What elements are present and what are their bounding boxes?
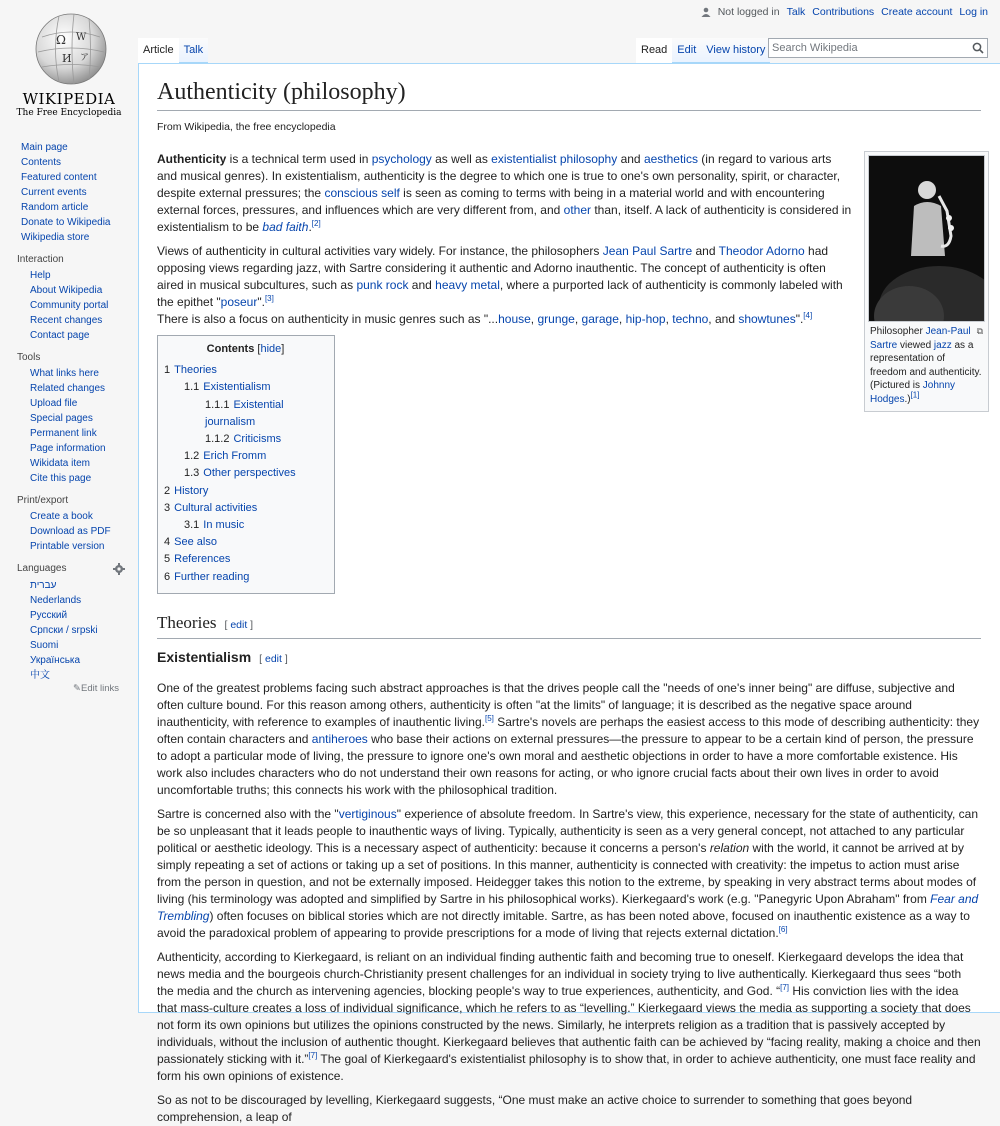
logo-tagline: The Free Encyclopedia	[16, 108, 122, 118]
toc-link: Other perspectives	[203, 467, 296, 480]
caption-link-hodges[interactable]: Johnny Hodges	[870, 380, 956, 405]
tab-edit-label: Edit	[677, 44, 697, 56]
text: and	[692, 244, 719, 258]
link-antiheroes[interactable]: antiheroes	[311, 731, 368, 746]
tab-article-label: Article	[143, 44, 174, 56]
sidebar-interaction-item	[30, 328, 138, 343]
log-in-link[interactable]: Log in	[959, 6, 988, 18]
bold-term: Authenticity	[157, 152, 227, 166]
citation-link[interactable]: [3]	[264, 294, 274, 303]
body-paragraph-4	[157, 1092, 981, 1126]
search-placeholder: Search Wikipedia	[772, 42, 858, 54]
not-logged-in-text: Not logged in	[717, 6, 780, 18]
tools-portal	[17, 352, 138, 486]
text: ,	[530, 312, 538, 326]
sidebar	[0, 140, 138, 703]
link-adorno[interactable]: Theodor Adorno	[718, 244, 805, 258]
toc-link: See also	[174, 536, 217, 549]
sidebar-nav-link[interactable]: Contents	[21, 157, 62, 168]
sidebar-nav-item	[21, 200, 138, 215]
tab-edit[interactable]	[672, 38, 701, 63]
text: as well as	[431, 152, 492, 166]
infobox-thumbnail	[864, 151, 989, 412]
page-title: Authenticity (philosophy)	[157, 78, 981, 111]
sidebar-tools-link[interactable]: Permanent link	[30, 428, 97, 439]
sidebar-print-item	[30, 524, 138, 539]
edit-label: edit	[265, 652, 282, 665]
toc-item[interactable]	[164, 379, 327, 396]
toc-link: Further reading	[174, 570, 250, 583]
toc-link: Existential journalism	[205, 398, 284, 428]
toc-link: Criticisms	[233, 433, 282, 446]
text: His conviction lies with the idea that mass-culture creates a loss of individual significance, which he refers to as “levelling.” Kierkegaard views the media as supporting a society that does not form its own opinions but utilizes the opinions constructed by the news. Similarly, he interprets religion as a tradition that is passively accepted by individuals, without the inclusion of authentic thought. Kierkegaard believes that authentic faith can be achieved by “facing reality, making a choice and then passionately sticking with it.”	[157, 983, 981, 1066]
sidebar-tools-item	[30, 471, 138, 486]
section-heading-theories	[157, 612, 981, 639]
sidebar-tools-item	[30, 411, 138, 426]
text: than, itself. A lack of authenticity is considered in existentialism to be	[157, 203, 852, 234]
text: and	[408, 278, 436, 292]
svg-text:И: И	[62, 52, 72, 65]
sidebar-tools-link[interactable]: Upload file	[30, 398, 78, 409]
sidebar-language-link[interactable]: Српски / srpski	[30, 625, 98, 636]
toc-link: Erich Fromm	[203, 450, 267, 463]
citation-link[interactable]: [5]	[484, 713, 494, 723]
text: , and	[708, 312, 739, 326]
toc-number: 6	[164, 570, 171, 583]
edit-links-link[interactable]	[17, 683, 138, 694]
text: ,	[665, 312, 673, 326]
text: is seen as coming to terms with being in a material world and with encountering external forces, pressures, and influences which are very different from, and	[157, 186, 825, 217]
toc-item[interactable]	[164, 534, 327, 551]
navigation-portal	[17, 140, 138, 245]
sidebar-language-item	[30, 578, 138, 593]
link-techno[interactable]: techno	[672, 312, 709, 326]
link-house[interactable]: house	[498, 312, 531, 326]
contributions-link[interactable]: Contributions	[812, 6, 875, 18]
tab-read[interactable]	[636, 38, 672, 63]
toc-list	[164, 362, 327, 586]
toc-number: 1.1	[184, 381, 200, 394]
toc-link: Theories	[174, 364, 217, 377]
text: One of the greatest problems facing such abstract approaches is that the drives people call the "needs of one's inner being" are diffuse, subjective and often culture bound. For this reason among others, authenticity is often "at the limits" of language; it is described as the negative space around inauthenticity, with reference to examples of inauthentic living.	[157, 680, 955, 729]
link-sartre[interactable]: Jean Paul Sartre	[602, 244, 693, 258]
sidebar-nav-item	[21, 155, 138, 170]
toc-number: 3	[164, 501, 171, 514]
lead-paragraph-2	[157, 243, 981, 328]
sidebar-language-link[interactable]: 中文	[30, 670, 50, 681]
pencil-icon: ✎	[73, 683, 81, 694]
article-content	[138, 63, 1000, 1124]
interaction-list	[17, 268, 138, 343]
link-punk-rock[interactable]: punk rock	[356, 278, 409, 292]
toc-number: 1	[164, 364, 171, 377]
logo-wordmark: WIKIPEDIA	[22, 90, 116, 108]
sidebar-nav-link[interactable]: Random article	[21, 202, 89, 213]
sidebar-language-item	[30, 653, 138, 668]
svg-text:Ω: Ω	[56, 33, 66, 47]
magnify-icon[interactable]: ⧉	[976, 326, 983, 336]
sidebar-nav-link[interactable]: Main page	[21, 142, 68, 153]
text: with the world, it cannot be arrived at by simply repeating a set of actions or taking up a set of positions. In this manner, authenticity is connected with creativity: the impetus to action must arise from the person in question, and not be externally imposed. Heidegger takes this notion to the extreme, by speaking in very abstract terms about modes of living (his terminology was adopted and simplified by Sartre in his philosophical works). Kierkegaard's work (e.g. "Panegyric Upon Abraham" from	[157, 840, 977, 906]
toc-item[interactable]	[164, 551, 327, 568]
sidebar-nav-link[interactable]: Wikipedia store	[21, 232, 90, 243]
citation-link[interactable]: [1]	[910, 390, 920, 400]
languages-heading: Languages	[17, 563, 67, 574]
lead-paragraph-1	[157, 151, 981, 236]
sidebar-print-link[interactable]: Create a book	[30, 511, 93, 522]
search-icon[interactable]	[972, 42, 984, 54]
tab-view-history[interactable]	[701, 38, 770, 63]
caption-text: as a representation of freedom and authenticity. (Pictured is	[870, 339, 982, 391]
body-paragraph-3	[157, 949, 981, 1085]
sidebar-interaction-link[interactable]: Contact page	[30, 330, 90, 341]
puzzle-globe-icon	[34, 12, 108, 86]
link-vertiginous[interactable]: vertiginous	[338, 806, 397, 821]
toc-title: Contents	[206, 343, 255, 355]
link-self[interactable]: self	[381, 186, 400, 200]
interaction-portal	[17, 254, 138, 343]
link-conscious[interactable]: conscious	[324, 186, 378, 200]
link-garage[interactable]: garage	[581, 312, 619, 326]
sidebar-interaction-link[interactable]: Community portal	[30, 300, 109, 311]
sidebar-interaction-item	[30, 313, 138, 328]
toc-item[interactable]	[164, 569, 327, 586]
sidebar-print-link[interactable]: Printable version	[30, 541, 105, 552]
text: had opposing views regarding jazz, with Sartre considering it authentic and Adorno inauthentic. The concept of authenticity is often aired in musical subcultures, such as	[157, 244, 829, 292]
toc-link: Cultural activities	[174, 501, 258, 514]
sidebar-nav-link[interactable]: Featured content	[21, 172, 97, 183]
sidebar-interaction-item	[30, 283, 138, 298]
link-fear-and-trembling[interactable]: Fear and Trembling	[157, 891, 979, 923]
link-grunge[interactable]: grunge	[537, 312, 575, 326]
print-list	[17, 509, 138, 554]
tab-read-label: Read	[641, 44, 668, 56]
toc-number: 2	[164, 484, 171, 497]
table-of-contents	[157, 335, 335, 594]
section-heading-existentialism	[157, 649, 981, 670]
toc-item[interactable]	[164, 500, 327, 517]
sidebar-language-item	[30, 608, 138, 623]
edit-section-link[interactable]: [ edit ]	[224, 618, 254, 631]
text: ,	[618, 312, 626, 326]
svg-text:W: W	[76, 32, 87, 43]
toc-number: 1.1.1	[205, 398, 230, 411]
languages-list	[17, 578, 138, 683]
italic-text: relation	[709, 840, 750, 855]
toc-number: 1.1.2	[205, 433, 230, 446]
create-account-link[interactable]: Create account	[881, 6, 953, 18]
toc-item[interactable]	[164, 483, 327, 500]
link-showtunes[interactable]: showtunes	[738, 312, 796, 326]
citation-link[interactable]: [2]	[311, 219, 321, 228]
wikipedia-logo[interactable]	[0, 0, 138, 124]
sidebar-nav-item	[21, 140, 138, 155]
text: Sartre's novels are perhaps the easiest access to this mode of describing authenticity: they often contain characters and	[157, 714, 980, 746]
svg-text:ア: ア	[80, 53, 90, 63]
text: , where a purported lack of authenticity is commonly labeled with the epithet "	[157, 278, 843, 309]
languages-portal	[17, 563, 138, 694]
text: There is also a focus on authenticity in music genres such as "...	[157, 312, 499, 326]
toc-hide-toggle[interactable]: [hide]	[257, 343, 285, 355]
edit-section-link[interactable]: [ edit ]	[259, 652, 288, 665]
toc-link: Existentialism	[203, 381, 271, 394]
sidebar-interaction-link[interactable]: About Wikipedia	[30, 285, 103, 296]
text: So as not to be discouraged by levelling, Kierkegaard suggests, “One must make an active choice to surrender to something that goes beyond comprehension, a leap of	[157, 1092, 913, 1124]
saxophonist-photo[interactable]	[868, 155, 985, 322]
talk-link[interactable]: Talk	[786, 6, 806, 18]
caption-text: viewed	[897, 339, 934, 351]
thumbnail-caption	[868, 322, 985, 408]
site-subtitle: From Wikipedia, the free encyclopedia	[157, 121, 336, 133]
caption-text: .)	[904, 393, 911, 405]
print-portal	[17, 495, 138, 554]
toc-item[interactable]	[164, 397, 327, 431]
personal-tools	[701, 6, 988, 18]
toc-number: 5	[164, 553, 171, 566]
link-bad-faith[interactable]: bad faith	[262, 220, 309, 234]
text: (in regard to various arts and musical genres). In existentialism, authenticity is the degree to which one is true to one's own personality, spirit, or character, despite external pressures; the	[157, 152, 841, 200]
sidebar-tools-link[interactable]: Wikidata item	[30, 458, 91, 469]
toc-item[interactable]	[164, 431, 327, 448]
sidebar-language-item	[30, 593, 138, 608]
text: ,	[574, 312, 582, 326]
sidebar-nav-item	[21, 185, 138, 200]
sidebar-language-item	[30, 623, 138, 638]
toc-number: 1.3	[184, 467, 200, 480]
sidebar-language-link[interactable]: Українська	[30, 655, 81, 666]
interaction-heading: Interaction	[17, 254, 64, 265]
citation-link[interactable]: [7]	[308, 1050, 318, 1060]
text: " experience of absolute freedom. In Sartre's view, this experience, necessary for the state of authenticity, can be so unpleasant that it leads people to inauthentic ways of living. Typically, authenticity is seen as a very general concept, not attached to any particular political or aesthetic ideology. This is a necessary aspect of authenticity: because it concerns a person's	[157, 806, 979, 855]
sidebar-tools-item	[30, 456, 138, 471]
citation-link[interactable]: [7]	[780, 982, 790, 992]
sidebar-tools-item	[30, 381, 138, 396]
toc-link: References	[174, 553, 231, 566]
toc-link: History	[174, 484, 209, 497]
caption-link-jazz[interactable]: jazz	[933, 339, 952, 351]
view-tabs	[636, 38, 770, 63]
sidebar-tools-link[interactable]: Related changes	[30, 383, 106, 394]
sidebar-interaction-item	[30, 298, 138, 313]
sidebar-tools-item	[30, 366, 138, 381]
sidebar-tools-item	[30, 441, 138, 456]
toc-link: In music	[203, 519, 245, 532]
toc-number: 3.1	[184, 519, 200, 532]
sidebar-nav-item	[21, 215, 138, 230]
text: The goal of Kierkegaard's existentialist philosophy is to show that, in order to achieve authenticity, one must face reality and form his own opinions of existence.	[157, 1051, 976, 1083]
sidebar-language-link[interactable]: Русский	[30, 610, 68, 621]
sidebar-language-link[interactable]: Nederlands	[30, 595, 82, 606]
text: ".	[795, 312, 804, 326]
toc-item[interactable]	[164, 465, 327, 482]
tab-view-history-label: View history	[706, 44, 766, 56]
text: and	[617, 152, 644, 166]
edit-links-label: Edit links	[80, 683, 119, 694]
section-title: Theories	[157, 612, 217, 632]
tools-list	[17, 366, 138, 486]
text: ".	[257, 295, 265, 309]
sidebar-nav-link[interactable]: Current events	[21, 187, 87, 198]
sidebar-interaction-item	[30, 268, 138, 283]
sidebar-tools-link[interactable]: Page information	[30, 443, 106, 454]
gear-icon[interactable]	[113, 563, 125, 575]
citation-link[interactable]: [4]	[803, 311, 813, 320]
caption-link-sartre[interactable]: Jean-Paul Sartre	[870, 326, 971, 351]
sidebar-language-link[interactable]: Suomi	[30, 640, 59, 651]
text: Authenticity, according to Kierkegaard, is reliant on an individual finding authentic faith and becoming true to oneself. Kierkegaard develops the idea that news media and the bourgeois church-Christianity present challenges for an individual in society trying to live authentically. Kierkegaard thus sees “both the media and the church as intervening agencies, blocking people's way to true experiences, authenticity, and God. “	[157, 949, 964, 998]
toc-number: 4	[164, 536, 171, 549]
link-heavy-metal[interactable]: heavy metal	[435, 278, 500, 292]
sidebar-language-item	[30, 668, 138, 683]
sidebar-tools-link[interactable]: What links here	[30, 368, 99, 379]
text: Sartre is concerned also with the "	[157, 806, 339, 821]
text: ) often focuses on biblical stories which are not directly imitable. Sartre, as has been noted above, focused on inauthentic existence as a way to avoid the paradoxical problem of appearing to provide prescriptions for a mode of living that rejects external dictation.	[157, 908, 970, 940]
link-aesthetics[interactable]: aesthetics	[643, 152, 698, 166]
text: is a technical term used in	[226, 152, 372, 166]
sidebar-nav-link[interactable]: Donate to Wikipedia	[21, 217, 111, 228]
toc-item[interactable]	[164, 448, 327, 465]
link-existentialist-philosophy[interactable]: existentialist philosophy	[491, 152, 618, 166]
text: Views of authenticity in cultural activities vary widely. For instance, the philosophers	[157, 244, 603, 258]
navigation-list	[17, 140, 138, 245]
sidebar-language-link[interactable]: עברית	[30, 580, 57, 591]
tab-article[interactable]	[138, 38, 179, 63]
text: .	[308, 220, 312, 234]
sidebar-language-item	[30, 638, 138, 653]
sidebar-interaction-link[interactable]: Recent changes	[30, 315, 103, 326]
sidebar-nav-item	[21, 170, 138, 185]
link-psychology[interactable]: psychology	[371, 152, 432, 166]
toc-item[interactable]	[164, 362, 327, 379]
print-heading: Print/export	[17, 495, 69, 506]
sidebar-tools-item	[30, 396, 138, 411]
sidebar-print-item	[30, 509, 138, 524]
tools-heading: Tools	[17, 352, 41, 363]
section-title: Existentialism	[157, 648, 252, 665]
body-paragraph-1	[157, 680, 981, 799]
sidebar-print-item	[30, 539, 138, 554]
sidebar-interaction-link[interactable]: Help	[30, 270, 51, 281]
toc-hide-link: hide	[260, 343, 282, 355]
sidebar-nav-item	[21, 230, 138, 245]
toc-item[interactable]	[164, 517, 327, 534]
sidebar-print-link[interactable]: Download as PDF	[30, 526, 111, 537]
tab-talk-label: Talk	[183, 44, 204, 56]
body-paragraph-2	[157, 806, 981, 942]
citation-link[interactable]: [6]	[778, 924, 788, 934]
link-hip-hop[interactable]: hip-hop	[625, 312, 666, 326]
edit-label: edit	[230, 618, 248, 631]
sidebar-tools-item	[30, 426, 138, 441]
sidebar-tools-link[interactable]: Special pages	[30, 413, 93, 424]
sidebar-tools-link[interactable]: Cite this page	[30, 473, 92, 484]
text: who base their actions on external pressures—the pressure to appear to be a certain kind of person, the pressure to adopt a particular mode of living, the pressure to ignore one's own moral and aesthetic objections in order to have a more comfortable existence. His work also includes characters who do not understand their own reasons for acting, or who ignore crucial facts about their own lives in order to avoid uncomfortable truths; this connects his work with the philosophical tradition.	[157, 731, 974, 797]
user-icon	[701, 7, 711, 17]
tab-talk[interactable]	[179, 38, 209, 63]
search-input[interactable]	[768, 38, 988, 58]
toc-header	[164, 341, 327, 358]
link-other[interactable]: other	[563, 203, 592, 217]
namespace-tabs	[138, 38, 208, 63]
toc-number: 1.2	[184, 450, 200, 463]
caption-text: Philosopher	[870, 326, 926, 337]
link-poseur[interactable]: poseur	[220, 295, 258, 309]
